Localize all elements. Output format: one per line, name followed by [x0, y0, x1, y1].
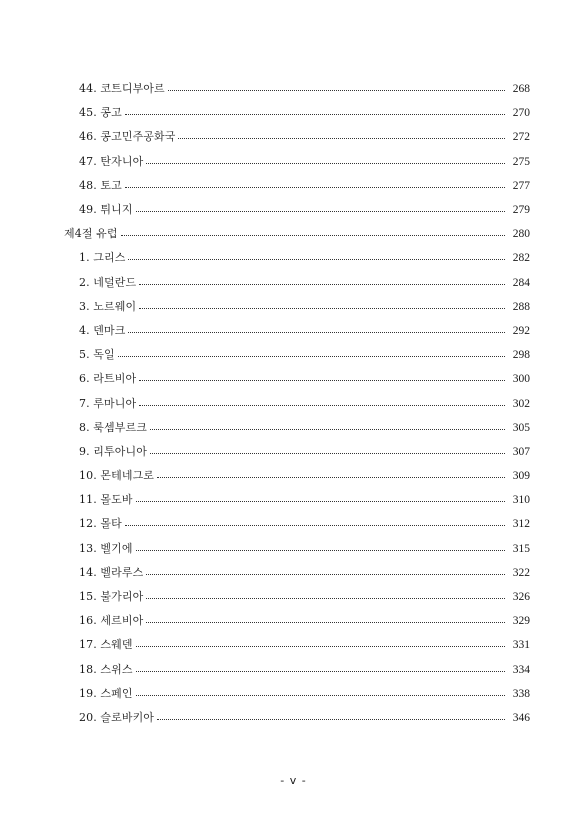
toc-entry-page: 329: [512, 615, 530, 628]
toc-entry[interactable]: [0, 295, 587, 319]
toc-entry-title: 7. 루마니아: [79, 396, 137, 410]
toc-entry-title: 5. 독일: [79, 348, 115, 362]
toc-entry-title: 45. 콩고: [79, 106, 122, 120]
toc-entry-title: 16. 세르비아: [79, 614, 144, 628]
toc-entry[interactable]: [0, 440, 587, 464]
toc-entry-page: 307: [512, 445, 530, 458]
toc-entry[interactable]: [0, 343, 587, 367]
toc-entry-title: 19. 스페인: [79, 686, 133, 700]
toc-entry-page: 292: [512, 324, 530, 337]
toc-entry-page: 277: [512, 179, 530, 192]
toc-dot-leader: [139, 308, 505, 309]
toc-entry-title: 44. 코트디부아르: [79, 82, 165, 96]
toc-entry-page: 275: [512, 155, 530, 168]
toc-entry[interactable]: [0, 464, 587, 488]
toc-entry-page: 272: [512, 131, 530, 144]
toc-dot-leader: [157, 719, 505, 720]
toc-entry[interactable]: [0, 174, 587, 198]
toc-dot-leader: [125, 187, 505, 188]
toc-entry-title: 18. 스위스: [79, 662, 133, 676]
toc-entry-title: 17. 스웨덴: [79, 638, 133, 652]
toc-entry-page: 268: [512, 83, 530, 96]
toc-entry[interactable]: [0, 246, 587, 270]
toc-dot-leader: [146, 598, 505, 599]
toc-entry[interactable]: [0, 198, 587, 222]
toc-entry-page: 270: [512, 107, 530, 120]
toc-entry-page: 322: [512, 566, 530, 579]
toc-dot-leader: [139, 380, 505, 381]
toc-dot-leader: [150, 453, 505, 454]
toc-dot-leader: [157, 477, 505, 478]
toc-entry-page: 302: [512, 397, 530, 410]
toc-entry[interactable]: [0, 367, 587, 391]
toc-entry-page: 279: [512, 204, 530, 217]
toc-entry-title: 15. 불가리아: [79, 590, 144, 604]
toc-dot-leader: [139, 284, 505, 285]
toc-dot-leader: [136, 646, 505, 647]
toc-dot-leader: [125, 114, 505, 115]
toc-entry[interactable]: [0, 391, 587, 415]
toc-entry[interactable]: [0, 537, 587, 561]
toc-entry-title: 10. 몬테네그로: [79, 469, 155, 483]
toc-entry-page: 309: [512, 470, 530, 483]
toc-dot-leader: [178, 138, 505, 139]
toc-entry-title: 12. 몰타: [79, 517, 122, 531]
table-of-contents: [0, 77, 587, 730]
toc-entry-title: 20. 슬로바키아: [79, 710, 155, 724]
toc-entry[interactable]: [0, 609, 587, 633]
toc-entry-page: 312: [512, 518, 530, 531]
toc-entry-page: 334: [512, 663, 530, 676]
toc-entry[interactable]: [0, 633, 587, 657]
toc-entry[interactable]: [0, 488, 587, 512]
toc-dot-leader: [136, 550, 505, 551]
toc-entry[interactable]: [0, 101, 587, 125]
toc-entry[interactable]: [0, 125, 587, 149]
toc-entry-page: 280: [512, 228, 530, 241]
toc-dot-leader: [125, 525, 505, 526]
toc-dot-leader: [136, 501, 505, 502]
toc-entry-title: 2. 네덜란드: [79, 275, 137, 289]
toc-entry-title: 11. 몰도바: [79, 493, 133, 507]
toc-dot-leader: [128, 259, 505, 260]
toc-dot-leader: [146, 574, 505, 575]
toc-entry[interactable]: [0, 271, 587, 295]
page-number: - v -: [280, 774, 307, 787]
toc-entry[interactable]: [0, 77, 587, 101]
toc-entry-page: 315: [512, 542, 530, 555]
toc-entry-title: 제4절 유럽: [64, 227, 118, 241]
toc-entry-title: 3. 노르웨이: [79, 299, 137, 313]
toc-entry-page: 310: [512, 494, 530, 507]
toc-entry-page: 284: [512, 276, 530, 289]
toc-entry-title: 6. 라트비아: [79, 372, 137, 386]
toc-entry-title: 49. 튀니지: [79, 203, 133, 217]
toc-entry[interactable]: [0, 682, 587, 706]
toc-dot-leader: [146, 622, 505, 623]
toc-dot-leader: [146, 163, 505, 164]
toc-entry-page: 338: [512, 687, 530, 700]
toc-entry[interactable]: [0, 319, 587, 343]
toc-entry-title: 1. 그리스: [79, 251, 126, 265]
toc-entry-page: 300: [512, 373, 530, 386]
toc-dot-leader: [128, 332, 505, 333]
toc-entry-page: 282: [512, 252, 530, 265]
toc-entry[interactable]: [0, 150, 587, 174]
toc-dot-leader: [136, 671, 505, 672]
toc-dot-leader: [136, 211, 505, 212]
toc-entry-title: 47. 탄자니아: [79, 154, 144, 168]
toc-dot-leader: [118, 356, 505, 357]
toc-entry-title: 14. 벨라루스: [79, 565, 144, 579]
toc-entry-title: 46. 콩고민주공화국: [79, 130, 176, 144]
toc-entry[interactable]: [0, 512, 587, 536]
toc-dot-leader: [150, 429, 505, 430]
toc-entry-page: 305: [512, 421, 530, 434]
toc-entry-title: 13. 벨기에: [79, 541, 133, 555]
toc-dot-leader: [168, 90, 505, 91]
toc-entry[interactable]: [0, 658, 587, 682]
toc-entry-page: 326: [512, 591, 530, 604]
toc-entry-title: 8. 룩셈부르크: [79, 420, 147, 434]
toc-entry[interactable]: [0, 585, 587, 609]
toc-dot-leader: [121, 235, 505, 236]
toc-entry-title: 48. 토고: [79, 178, 122, 192]
toc-entry[interactable]: [0, 561, 587, 585]
toc-entry-page: 298: [512, 349, 530, 362]
toc-section-heading[interactable]: [0, 222, 587, 246]
toc-entry-page: 346: [512, 711, 530, 724]
toc-entry-title: 4. 덴마크: [79, 323, 126, 337]
toc-dot-leader: [136, 695, 505, 696]
toc-entry[interactable]: [0, 706, 587, 730]
toc-entry[interactable]: [0, 416, 587, 440]
toc-entry-page: 288: [512, 300, 530, 313]
toc-entry-page: 331: [512, 639, 530, 652]
toc-entry-title: 9. 리투아니아: [79, 444, 147, 458]
toc-dot-leader: [139, 405, 505, 406]
